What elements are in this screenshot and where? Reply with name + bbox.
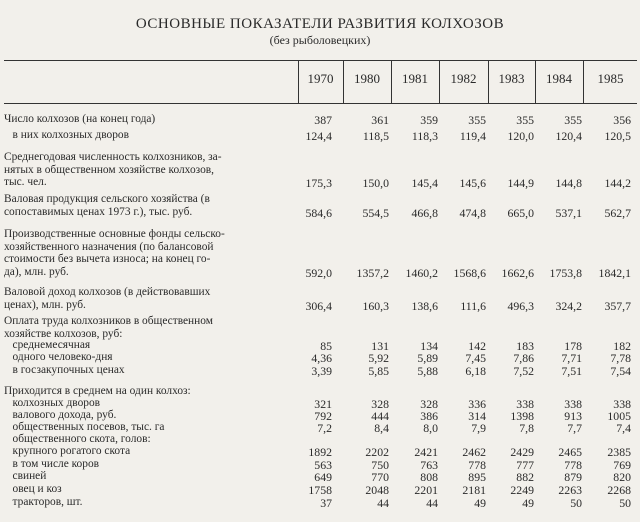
- table-cell: 338: [516, 397, 534, 411]
- row-label-line: Среднегодовая численность колхозников, за-: [4, 151, 222, 163]
- row-label-line: тракторов, шт.: [4, 496, 83, 508]
- row-label-line: общественного скота, голов:: [4, 433, 151, 445]
- table-cell: 328: [420, 397, 438, 411]
- row-label: [4, 351, 300, 364]
- year-header-cell: 1981: [402, 71, 428, 86]
- table-cell: 2268: [607, 483, 631, 497]
- table-cell: 178: [564, 339, 582, 353]
- row-label: [4, 483, 300, 496]
- table-cell: 50: [570, 496, 582, 510]
- row-label-line: валового дохода, руб.: [4, 409, 117, 421]
- year-header-cell: 1984: [546, 71, 572, 86]
- table-cell: 1357,2: [356, 265, 389, 280]
- table-cell: 182: [613, 339, 631, 353]
- table-cell: 144,2: [604, 176, 631, 190]
- table-cell: 7,2: [317, 421, 332, 435]
- row-label-line: овец и коз: [4, 483, 62, 495]
- row-label: [4, 364, 300, 377]
- table-cell: 2201: [414, 483, 438, 497]
- row-label: [4, 409, 300, 422]
- row-label-line: ценах), млн. руб.: [4, 298, 86, 311]
- table-cell: 118,3: [411, 129, 438, 143]
- table-cell: 537,1: [555, 205, 582, 220]
- top-rule: [4, 60, 637, 61]
- table-cell: 1892: [308, 445, 332, 459]
- table-cell: 792: [314, 409, 332, 423]
- table-cell: 355: [564, 113, 582, 127]
- table-cell: 769: [613, 458, 631, 472]
- table-cell: 466,8: [411, 205, 438, 220]
- table-cell: 1568,6: [453, 265, 486, 280]
- table-cell: 562,7: [604, 205, 631, 220]
- table-cell: 338: [564, 397, 582, 411]
- table-cell: 763: [420, 458, 438, 472]
- table-cell: 879: [564, 470, 582, 484]
- table-cell: 1460,2: [405, 265, 438, 280]
- table-cell: 2181: [462, 483, 486, 497]
- row-label-line: Оплата труда колхозников в общественном: [4, 315, 213, 327]
- row-label: [4, 286, 300, 311]
- table-cell: 338: [613, 397, 631, 411]
- table-cell: 7,51: [561, 364, 582, 378]
- table-cell: 592,0: [305, 265, 332, 280]
- table-cell: 7,8: [519, 421, 534, 435]
- table-cell: 37: [320, 496, 332, 510]
- table-cell: 7,4: [616, 421, 631, 435]
- row-label-line: в госзакупочных ценах: [4, 364, 125, 376]
- row-label-line: среднемесячная: [4, 339, 91, 351]
- row-label-line: сопоставимых ценах 1973 г.), тыс. руб.: [4, 205, 193, 218]
- table-cell: 355: [516, 113, 534, 127]
- row-label: [4, 445, 300, 458]
- table-cell: 750: [371, 458, 389, 472]
- table-cell: 359: [420, 113, 438, 127]
- table-cell: 49: [474, 496, 486, 510]
- table-cell: 119,4: [459, 129, 486, 143]
- header-rule: [4, 103, 637, 104]
- table-cell: 134: [420, 339, 438, 353]
- table-cell: 175,3: [305, 176, 332, 190]
- table-cell: 649: [314, 470, 332, 484]
- row-label-line: общественных посевов, тыс. га: [4, 421, 165, 433]
- table-cell: 387: [314, 113, 332, 127]
- table-cell: 160,3: [362, 298, 389, 313]
- row-label: [4, 385, 300, 398]
- table-cell: 5,89: [417, 351, 438, 365]
- table-cell: 120,4: [555, 129, 582, 143]
- row-label: [4, 151, 300, 189]
- table-cell: 50: [619, 496, 631, 510]
- table-cell: 2462: [462, 445, 486, 459]
- row-label-line: свиней: [4, 470, 47, 482]
- table-cell: 5,88: [417, 364, 438, 378]
- table-cell: 144,9: [507, 176, 534, 190]
- table-cell: 2465: [558, 445, 582, 459]
- row-label-line: тыс. чел.: [4, 176, 47, 188]
- table-cell: 2429: [510, 445, 534, 459]
- row-label: [4, 470, 300, 483]
- row-label-line: одного человеко-дня: [4, 351, 113, 363]
- table-cell: 7,9: [471, 421, 486, 435]
- table-cell: 355: [468, 113, 486, 127]
- row-label: [4, 433, 300, 446]
- table-cell: 496,3: [507, 298, 534, 313]
- row-label-line: в том числе коров: [4, 458, 100, 470]
- table-cell: 1662,6: [501, 265, 534, 280]
- year-header-cell: 1983: [498, 71, 525, 86]
- table-cell: 111,6: [460, 298, 486, 313]
- table-cell: 882: [516, 470, 534, 484]
- table-cell: 356: [613, 113, 631, 127]
- row-label-line: хозяйстве колхозов, руб:: [4, 327, 123, 340]
- table-cell: 8,4: [374, 421, 389, 435]
- table-cell: 7,78: [610, 351, 631, 365]
- year-header-cell: 1985: [597, 71, 624, 86]
- table-cell: 1398: [510, 409, 534, 423]
- table-cell: 324,2: [555, 298, 582, 313]
- table-cell: 361: [371, 113, 389, 127]
- row-label: [4, 228, 300, 278]
- table-cell: 770: [371, 470, 389, 484]
- table-cell: 357,7: [604, 298, 631, 313]
- table-cell: 778: [564, 458, 582, 472]
- table-cell: 314: [468, 409, 486, 423]
- year-header-cell: 1970: [307, 71, 334, 86]
- table-cell: 336: [468, 397, 486, 411]
- table-cell: 131: [371, 339, 389, 353]
- table-cell: 913: [564, 409, 582, 423]
- table-cell: 120,5: [604, 129, 631, 143]
- table-cell: 3,39: [311, 364, 332, 378]
- table-cell: 386: [420, 409, 438, 423]
- table-cell: 144,8: [555, 176, 582, 190]
- table-cell: 778: [468, 458, 486, 472]
- table-cell: 6,18: [465, 364, 486, 378]
- table-cell: 7,45: [465, 351, 486, 365]
- row-label: [4, 113, 300, 126]
- table-cell: 49: [522, 496, 534, 510]
- table-cell: 1005: [607, 409, 631, 423]
- table-cell: 2421: [414, 445, 438, 459]
- table-cell: 4,36: [311, 351, 332, 365]
- row-label-line: Производственные основные фонды сельско-: [4, 228, 225, 240]
- row-label: [4, 129, 300, 142]
- table-cell: 2249: [510, 483, 534, 497]
- table-cell: 44: [377, 496, 389, 510]
- row-label-line: Валовая продукция сельского хозяйства (в: [4, 193, 210, 205]
- table-cell: 7,71: [561, 351, 582, 365]
- table-cell: 2048: [365, 483, 389, 497]
- table-cell: 142: [468, 339, 486, 353]
- table-cell: 85: [320, 339, 332, 353]
- row-label-line: Приходится в среднем на один колхоз:: [4, 385, 191, 397]
- table-cell: 321: [314, 397, 332, 411]
- column-divider: [583, 61, 584, 103]
- table-cell: 7,52: [513, 364, 534, 378]
- row-label-line: колхозных дворов: [4, 397, 101, 409]
- table-cell: 145,4: [411, 176, 438, 190]
- table-cell: 306,4: [305, 298, 332, 313]
- table-cell: 183: [516, 339, 534, 353]
- table-cell: 7,86: [513, 351, 534, 365]
- table-cell: 5,85: [368, 364, 389, 378]
- table-cell: 124,4: [305, 129, 332, 143]
- table-cell: 777: [516, 458, 534, 472]
- row-label-line: да), млн. руб.: [4, 265, 69, 278]
- row-label-line: Число колхозов (на конец года): [4, 113, 156, 125]
- row-label: [4, 421, 300, 434]
- row-label-line: нятых в общественном хозяйстве колхозов,: [4, 163, 214, 176]
- table-cell: 2263: [558, 483, 582, 497]
- table-cell: 474,8: [459, 205, 486, 220]
- table-cell: 584,6: [305, 205, 332, 220]
- table-cell: 44: [426, 496, 438, 510]
- table-title: ОСНОВНЫЕ ПОКАЗАТЕЛИ РАЗВИТИЯ КОЛХОЗОВ: [135, 16, 505, 32]
- table-cell: 7,54: [610, 364, 631, 378]
- table-cell: 808: [420, 470, 438, 484]
- table-cell: 554,5: [362, 205, 389, 220]
- row-label-line: хозяйственного назначения (по балансовой: [4, 240, 214, 253]
- row-label-line: в них колхозных дворов: [4, 129, 129, 141]
- table-cell: 328: [371, 397, 389, 411]
- table-cell: 118,5: [362, 129, 389, 143]
- table-cell: 1842,1: [598, 265, 631, 280]
- table-cell: 665,0: [507, 205, 534, 220]
- row-label-line: крупного рогатого скота: [4, 445, 131, 457]
- table-cell: 145,6: [459, 176, 486, 190]
- row-label: [4, 458, 300, 471]
- table-cell: 1758: [308, 483, 332, 497]
- row-label: [4, 193, 300, 218]
- table-cell: 1753,8: [549, 265, 582, 280]
- table-cell: 7,7: [567, 421, 582, 435]
- table-cell: 5,92: [368, 351, 389, 365]
- year-header-cell: 1982: [450, 71, 477, 86]
- row-label: [4, 496, 300, 509]
- row-label: [4, 397, 300, 410]
- table-cell: 138,6: [411, 298, 438, 313]
- table-cell: 150,0: [362, 176, 389, 190]
- row-label-line: Валовой доход колхозов (в действовавших: [4, 286, 211, 298]
- row-label-line: стоимости без вычета износа; на конец го-: [4, 253, 211, 265]
- table-cell: 2202: [365, 445, 389, 459]
- row-label: [4, 339, 300, 352]
- table-cell: 8,0: [423, 421, 438, 435]
- year-header-cell: 1980: [354, 71, 380, 86]
- table-cell: 895: [468, 470, 486, 484]
- row-label: [4, 315, 300, 340]
- table-cell: 563: [314, 458, 332, 472]
- table-cell: 2385: [607, 445, 631, 459]
- table-subtitle: (без рыболовецких): [269, 33, 371, 47]
- table-cell: 444: [371, 409, 389, 423]
- table-cell: 820: [613, 470, 631, 484]
- table-cell: 120,0: [507, 129, 534, 143]
